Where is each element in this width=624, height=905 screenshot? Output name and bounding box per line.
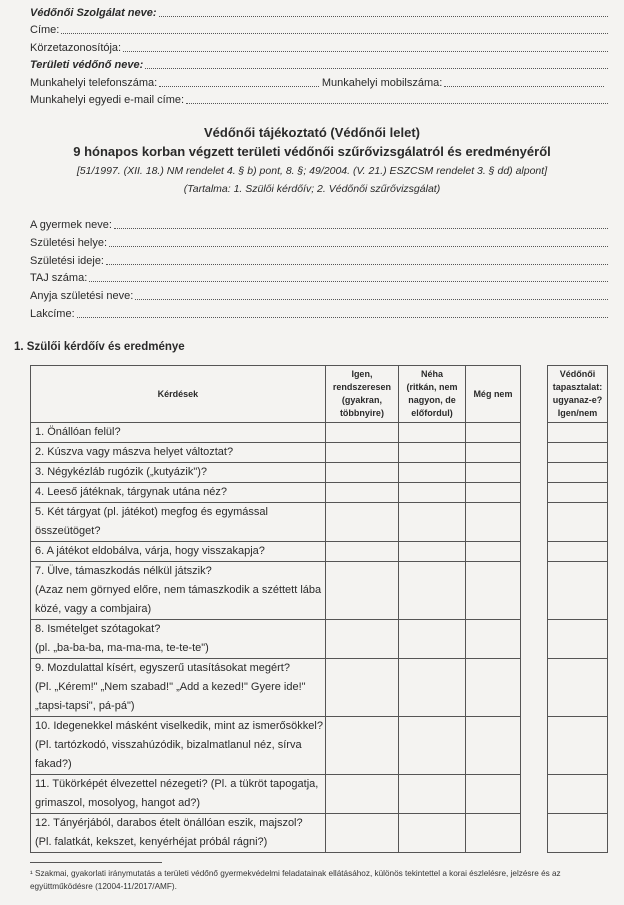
question-text: (Pl. falatkát, kekszet, kenyérhéjat próbál rágni?) <box>35 836 268 848</box>
nurse-experience-cell[interactable] <box>548 717 608 775</box>
question-text: 3. Négykézláb rugózik („kutyázik")? <box>35 466 208 478</box>
nurse-experience-cell[interactable] <box>548 775 608 814</box>
answer-not-yet-cell[interactable] <box>465 620 520 659</box>
header-line: rendszeresen <box>332 382 391 392</box>
question-text: 6. A játékot eldobálva, várja, hogy visszakapja? <box>35 545 265 557</box>
question-cell <box>31 542 326 562</box>
nurse-experience-cell[interactable] <box>548 463 608 483</box>
answer-sometimes-cell[interactable] <box>399 483 466 503</box>
answer-yes-cell[interactable] <box>325 443 398 463</box>
field-taj-szama <box>30 270 608 286</box>
field-input-line[interactable] <box>106 253 608 265</box>
table-row <box>31 717 521 775</box>
table-row <box>31 659 521 717</box>
field-lakcime <box>30 306 608 322</box>
header-yes <box>325 366 398 423</box>
nurse-experience-cell[interactable] <box>548 659 608 717</box>
table-row <box>548 620 608 659</box>
footnote-divider <box>30 862 162 863</box>
question-cell <box>31 562 326 620</box>
answer-sometimes-cell[interactable] <box>399 659 466 717</box>
table-row <box>548 542 608 562</box>
answer-sometimes-cell[interactable] <box>399 562 466 620</box>
question-text: 12. Tányérjából, darabos ételt önállóan eszik, majszol? <box>35 817 303 829</box>
answer-not-yet-cell[interactable] <box>465 423 520 443</box>
table-header-row <box>548 366 608 423</box>
answer-sometimes-cell[interactable] <box>399 717 466 775</box>
field-label: Címe: <box>30 24 60 36</box>
question-cell <box>31 503 326 542</box>
field-label: Munkahelyi egyedi e-mail címe: <box>30 94 185 106</box>
nurse-experience-cell[interactable] <box>548 443 608 463</box>
field-label: Munkahelyi telefonszáma: <box>30 77 158 89</box>
table-row <box>548 463 608 483</box>
field-input-line[interactable] <box>114 217 608 229</box>
footnote <box>30 867 610 893</box>
nurse-experience-cell[interactable] <box>548 503 608 542</box>
answer-not-yet-cell[interactable] <box>465 659 520 717</box>
field-szuletesi-ideje <box>30 253 608 269</box>
field-gyermek-neve <box>30 217 608 233</box>
field-input-line[interactable] <box>159 5 608 17</box>
header-nurse-experience <box>548 366 608 423</box>
table-row <box>31 423 521 443</box>
answer-not-yet-cell[interactable] <box>465 463 520 483</box>
answer-sometimes-cell[interactable] <box>399 503 466 542</box>
header-line: Igen, <box>351 369 373 379</box>
field-telefon-mobil <box>30 75 604 91</box>
nurse-experience-cell[interactable] <box>548 542 608 562</box>
question-cell <box>31 443 326 463</box>
field-label: Körzetazonosítója: <box>30 42 122 54</box>
table-row <box>31 620 521 659</box>
question-text: összeütöget? <box>35 525 101 537</box>
field-input-line-mobile[interactable] <box>444 75 604 87</box>
section-title: 1. Szülői kérdőív és eredménye <box>14 341 185 353</box>
header-line: Néha <box>421 369 444 379</box>
answer-yes-cell[interactable] <box>325 659 398 717</box>
header-line: ugyanaz-e? <box>552 395 603 405</box>
document-title: Védőnői tájékoztató (Védőnői lelet) <box>204 125 420 140</box>
question-cell <box>31 717 326 775</box>
nurse-experience-cell[interactable] <box>548 483 608 503</box>
footnote-line: együttműködésre (12004-11/2017/AMF). <box>30 882 177 891</box>
answer-not-yet-cell[interactable] <box>465 483 520 503</box>
answer-sometimes-cell[interactable] <box>399 620 466 659</box>
document-subtitle: 9 hónapos korban végzett területi védőnői szűrővizsgálatról és eredményéről <box>73 144 551 159</box>
field-korzetazonosito <box>30 40 608 56</box>
field-label: Védőnői Szolgálat neve: <box>30 7 157 19</box>
answer-not-yet-cell[interactable] <box>465 562 520 620</box>
document-contents: (Tartalma: 1. Szülői kérdőív; 2. Védőnői szűrővizsgálat) <box>183 183 441 195</box>
field-input-line[interactable] <box>109 235 608 247</box>
field-teruleti-vedono <box>30 57 608 73</box>
field-input-line[interactable] <box>89 270 608 282</box>
header-line: nagyon, de <box>408 395 456 405</box>
question-cell <box>31 775 326 814</box>
nurse-experience-cell[interactable] <box>548 562 608 620</box>
header-line: tapasztalat: <box>552 382 603 392</box>
header-sometimes <box>399 366 466 423</box>
header-line: Védőnői <box>559 369 596 379</box>
answer-sometimes-cell[interactable] <box>399 463 466 483</box>
question-text: 1. Önállóan felül? <box>35 426 121 438</box>
nurse-experience-cell[interactable] <box>548 620 608 659</box>
answer-sometimes-cell[interactable] <box>399 423 466 443</box>
table-header-row <box>31 366 521 423</box>
question-text: (Pl. tartózkodó, visszahúzódik, bizalmatlanul néz, sírva <box>35 739 302 751</box>
field-label: Lakcíme: <box>30 308 75 320</box>
field-input-line[interactable] <box>135 288 608 300</box>
header-questions: Kérdések <box>31 366 326 423</box>
field-label: TAJ száma: <box>30 272 88 284</box>
field-szuletesi-helye <box>30 235 608 251</box>
answer-not-yet-cell[interactable] <box>465 814 520 853</box>
answer-sometimes-cell[interactable] <box>399 775 466 814</box>
answer-yes-cell[interactable] <box>325 620 398 659</box>
field-label: Anyja születési neve: <box>30 290 134 302</box>
table-row <box>548 503 608 542</box>
question-cell <box>31 620 326 659</box>
field-input-line-phone[interactable] <box>159 75 319 87</box>
table-row <box>31 463 521 483</box>
field-anyja-neve <box>30 288 608 304</box>
table-row <box>31 562 521 620</box>
field-input-line[interactable] <box>123 40 608 52</box>
answer-sometimes-cell[interactable] <box>399 443 466 463</box>
nurse-experience-cell[interactable] <box>548 814 608 853</box>
table-row <box>548 483 608 503</box>
table-row <box>548 775 608 814</box>
table-row <box>548 717 608 775</box>
header-line: Igen/nem <box>557 408 598 418</box>
legal-reference: [51/1997. (XII. 18.) NM rendelet 4. § b) pont, 8. §; 49/2004. (V. 21.) ESZCSM rendelet 3. § dd) alpont] <box>76 165 548 177</box>
question-text: közé, vagy a combjaira) <box>35 603 152 615</box>
question-text: 2. Kúszva vagy mászva helyet változtat? <box>35 446 234 458</box>
table-row <box>548 659 608 717</box>
table-row <box>31 542 521 562</box>
answer-yes-cell[interactable] <box>325 775 398 814</box>
answer-yes-cell[interactable] <box>325 717 398 775</box>
nurse-experience-cell[interactable] <box>548 423 608 443</box>
answer-yes-cell[interactable] <box>325 562 398 620</box>
question-text: 11. Tükörképét élvezettel nézegeti? (Pl. a tükröt tapogatja, <box>35 778 319 790</box>
questionnaire-table <box>30 365 521 853</box>
question-text: (Azaz nem görnyed előre, nem támaszkodik a széttett lába <box>35 584 322 596</box>
table-row <box>31 483 521 503</box>
answer-yes-cell[interactable] <box>325 483 398 503</box>
table-row <box>548 814 608 853</box>
answer-not-yet-cell[interactable] <box>465 503 520 542</box>
question-text: (Pl. „Kérem!" „Nem szabad!" „Add a kezed!" Gyere ide!" <box>35 681 306 693</box>
field-email <box>30 92 608 108</box>
footnote-line: ¹ Szakmai, gyakorlati iránymutatás a területi védőnő gyermekvédelmi feladatainak ellátásához, különös tekintettel a korai észlelésre, jelzésre és az <box>30 869 561 878</box>
answer-sometimes-cell[interactable] <box>399 814 466 853</box>
header-not-yet: Még nem <box>465 366 520 423</box>
answer-yes-cell[interactable] <box>325 814 398 853</box>
table-row <box>548 562 608 620</box>
table-row <box>31 443 521 463</box>
answer-not-yet-cell[interactable] <box>465 443 520 463</box>
question-text: 9. Mozdulattal kísért, egyszerű utasításokat megért? <box>35 662 290 674</box>
question-text: „tapsi-tapsi", pá-pá") <box>35 700 135 712</box>
question-text: 8. Ismételget szótagokat? <box>35 623 161 635</box>
question-text: 5. Két tárgyat (pl. játékot) megfog és egymással <box>35 506 268 518</box>
question-cell <box>31 659 326 717</box>
field-label-mobile: Munkahelyi mobilszáma: <box>321 77 443 89</box>
field-input-line[interactable] <box>61 22 608 34</box>
table-row <box>31 775 521 814</box>
answer-not-yet-cell[interactable] <box>465 775 520 814</box>
field-label: Születési ideje: <box>30 255 104 267</box>
table-row <box>548 443 608 463</box>
field-label: Területi védőnő neve: <box>30 59 144 71</box>
question-cell <box>31 483 326 503</box>
header-line: előfordul) <box>411 408 453 418</box>
answer-not-yet-cell[interactable] <box>465 542 520 562</box>
question-text: 10. Idegenekkel másként viselkedik, mint az ismerősökkel? <box>35 720 323 732</box>
table-row <box>31 814 521 853</box>
table-row <box>31 503 521 542</box>
answer-yes-cell[interactable] <box>325 463 398 483</box>
header-line: többnyire) <box>339 408 384 418</box>
answer-yes-cell[interactable] <box>325 542 398 562</box>
question-text: 7. Ülve, támaszkodás nélkül játszik? <box>35 565 212 577</box>
table-row <box>548 423 608 443</box>
field-label: A gyermek neve: <box>30 219 112 231</box>
field-cime <box>30 22 608 38</box>
question-text: grimaszol, mosolyog, hangot ad?) <box>35 797 201 809</box>
question-text: 4. Leeső játéknak, tárgynak utána néz? <box>35 486 228 498</box>
field-input-line[interactable] <box>145 57 608 69</box>
question-cell <box>31 814 326 853</box>
answer-not-yet-cell[interactable] <box>465 717 520 775</box>
answer-yes-cell[interactable] <box>325 503 398 542</box>
answer-yes-cell[interactable] <box>325 423 398 443</box>
field-vedonoi-szolgalat <box>30 5 608 21</box>
header-line: (gyakran, <box>341 395 382 405</box>
question-text: fakad?) <box>35 758 72 770</box>
field-input-line[interactable] <box>77 306 608 318</box>
question-cell <box>31 423 326 443</box>
question-cell <box>31 463 326 483</box>
header-line: (ritkán, nem <box>406 382 458 392</box>
field-label: Születési helye: <box>30 237 108 249</box>
field-input-line[interactable] <box>186 92 608 104</box>
question-text: (pl. „ba-ba-ba, ma-ma-ma, te-te-te") <box>35 642 209 654</box>
answer-sometimes-cell[interactable] <box>399 542 466 562</box>
nurse-experience-table <box>547 365 608 853</box>
